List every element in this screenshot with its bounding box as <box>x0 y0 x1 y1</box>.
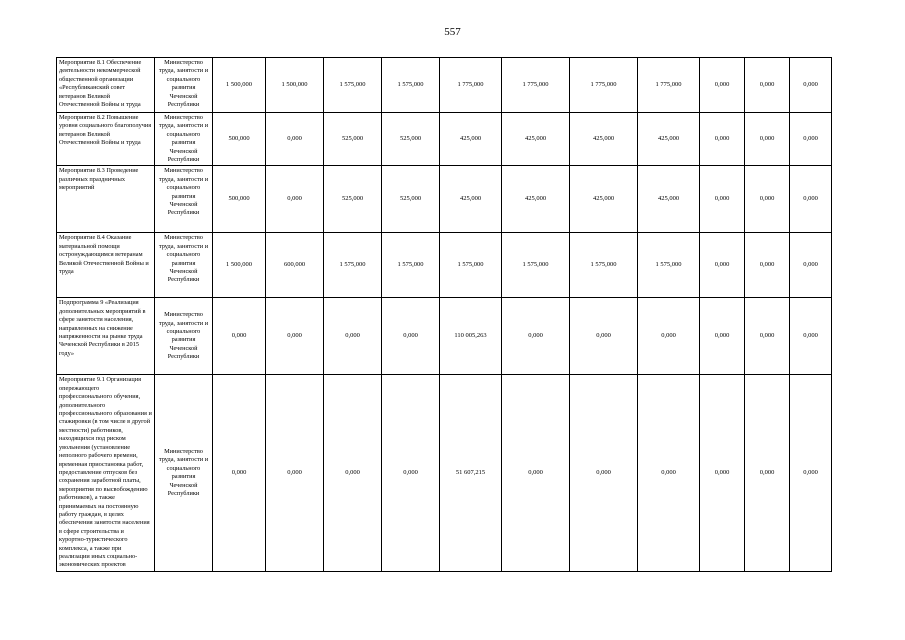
value-cell: 0,000 <box>745 298 790 375</box>
table-row <box>57 113 832 166</box>
value-cell: 0,000 <box>638 298 700 375</box>
value-cell: 1 575,000 <box>382 58 440 113</box>
value-cell: 1 775,000 <box>502 58 570 113</box>
value-cell: 0,000 <box>570 298 638 375</box>
value-cell: 500,000 <box>213 166 266 233</box>
value-cell: 0,000 <box>700 298 745 375</box>
measure-name: Мероприятие 8.3 Проведение различных праздничных мероприятий <box>57 166 155 233</box>
value-cell: 500,000 <box>213 113 266 166</box>
value-cell: 525,000 <box>382 166 440 233</box>
value-cell: 1 775,000 <box>440 58 502 113</box>
value-cell: 425,000 <box>638 113 700 166</box>
value-cell: 51 607,215 <box>440 375 502 571</box>
value-cell: 0,000 <box>382 298 440 375</box>
value-cell: 0,000 <box>266 166 324 233</box>
value-cell: 0,000 <box>790 233 832 298</box>
value-cell: 425,000 <box>570 166 638 233</box>
value-cell: 425,000 <box>502 113 570 166</box>
table-row <box>57 298 832 375</box>
value-cell: 0,000 <box>324 298 382 375</box>
value-cell: 1 575,000 <box>324 58 382 113</box>
page-number: 557 <box>444 26 461 38</box>
value-cell: 0,000 <box>700 166 745 233</box>
table-row <box>57 58 832 113</box>
value-cell: 0,000 <box>502 375 570 571</box>
value-cell: 1 775,000 <box>638 58 700 113</box>
value-cell: 1 500,000 <box>213 233 266 298</box>
responsible-org: Министерство труда, занятости и социального развития Чеченской Республики <box>155 375 213 571</box>
table-row <box>57 233 832 298</box>
measure-name: Мероприятие 8.4 Оказание материальной помощи остронуждающимся ветеранам Великой Отечественной Войны и труда <box>57 233 155 298</box>
value-cell: 0,000 <box>700 58 745 113</box>
value-cell: 0,000 <box>266 298 324 375</box>
value-cell: 1 500,000 <box>213 58 266 113</box>
value-cell: 0,000 <box>700 233 745 298</box>
responsible-org: Министерство труда, занятости и социального развития Чеченской Республики <box>155 298 213 375</box>
value-cell: 525,000 <box>324 166 382 233</box>
measure-name: Мероприятие 8.1 Обеспечение деятельности некоммерческой общественной организации «Республиканский совет ветеранов Великой Отечественной Войны и труда <box>57 58 155 113</box>
value-cell: 0,000 <box>213 375 266 571</box>
value-cell: 425,000 <box>570 113 638 166</box>
value-cell: 1 575,000 <box>382 233 440 298</box>
value-cell: 600,000 <box>266 233 324 298</box>
value-cell: 0,000 <box>570 375 638 571</box>
value-cell: 425,000 <box>638 166 700 233</box>
value-cell: 1 575,000 <box>324 233 382 298</box>
value-cell: 0,000 <box>790 298 832 375</box>
value-cell: 1 575,000 <box>440 233 502 298</box>
responsible-org: Министерство труда, занятости и социального развития Чеченской Республики <box>155 58 213 113</box>
measure-name: Мероприятие 9.1 Организация опережающего профессионального обучения, дополнительного профессионального образования и стажировки (в том числе в другой местности) работников, находящихся под риском увольнения (установление неполного рабочего времени, временная приостановка работ, предоставление отпусков без сохранения заработной платы, мероприятия по высвобождению работников), а также принимаемых на постоянную работу граждан, в целях обеспечения занятости населения в сфере строительства и курортно-туристического комплекса, а также при реализации иных социально-экономических проектов <box>57 375 155 571</box>
table-row <box>57 166 832 233</box>
value-cell: 0,000 <box>745 58 790 113</box>
value-cell: 0,000 <box>266 113 324 166</box>
value-cell: 0,000 <box>700 113 745 166</box>
value-cell: 0,000 <box>502 298 570 375</box>
value-cell: 0,000 <box>266 375 324 571</box>
value-cell: 1 775,000 <box>570 58 638 113</box>
value-cell: 0,000 <box>745 233 790 298</box>
value-cell: 0,000 <box>382 375 440 571</box>
value-cell: 0,000 <box>790 375 832 571</box>
value-cell: 0,000 <box>213 298 266 375</box>
measure-name: Мероприятие 8.2 Повышение уровня социального благополучия ветеранов Великой Отечественной Войны и труда <box>57 113 155 166</box>
value-cell: 1 575,000 <box>638 233 700 298</box>
value-cell: 110 005,263 <box>440 298 502 375</box>
value-cell: 425,000 <box>502 166 570 233</box>
value-cell: 1 575,000 <box>570 233 638 298</box>
value-cell: 0,000 <box>324 375 382 571</box>
value-cell: 1 575,000 <box>502 233 570 298</box>
value-cell: 0,000 <box>745 375 790 571</box>
value-cell: 425,000 <box>440 166 502 233</box>
value-cell: 425,000 <box>440 113 502 166</box>
value-cell: 0,000 <box>638 375 700 571</box>
value-cell: 0,000 <box>790 58 832 113</box>
value-cell: 1 500,000 <box>266 58 324 113</box>
value-cell: 0,000 <box>745 113 790 166</box>
responsible-org: Министерство труда, занятости и социального развития Чеченской Республики <box>155 113 213 166</box>
subprogram-name: Подпрограмма 9 «Реализация дополнительных мероприятий в сфере занятости населения, направленных на снижение напряженности на рынке труда Чеченской Республики в 2015 году» <box>57 298 155 375</box>
responsible-org: Министерство труда, занятости и социального развития Чеченской Республики <box>155 166 213 233</box>
value-cell: 0,000 <box>745 166 790 233</box>
program-measures-table <box>56 57 832 572</box>
value-cell: 525,000 <box>324 113 382 166</box>
value-cell: 0,000 <box>790 113 832 166</box>
responsible-org: Министерство труда, занятости и социального развития Чеченской Республики <box>155 233 213 298</box>
value-cell: 0,000 <box>700 375 745 571</box>
value-cell: 0,000 <box>790 166 832 233</box>
value-cell: 525,000 <box>382 113 440 166</box>
table-row <box>57 375 832 571</box>
